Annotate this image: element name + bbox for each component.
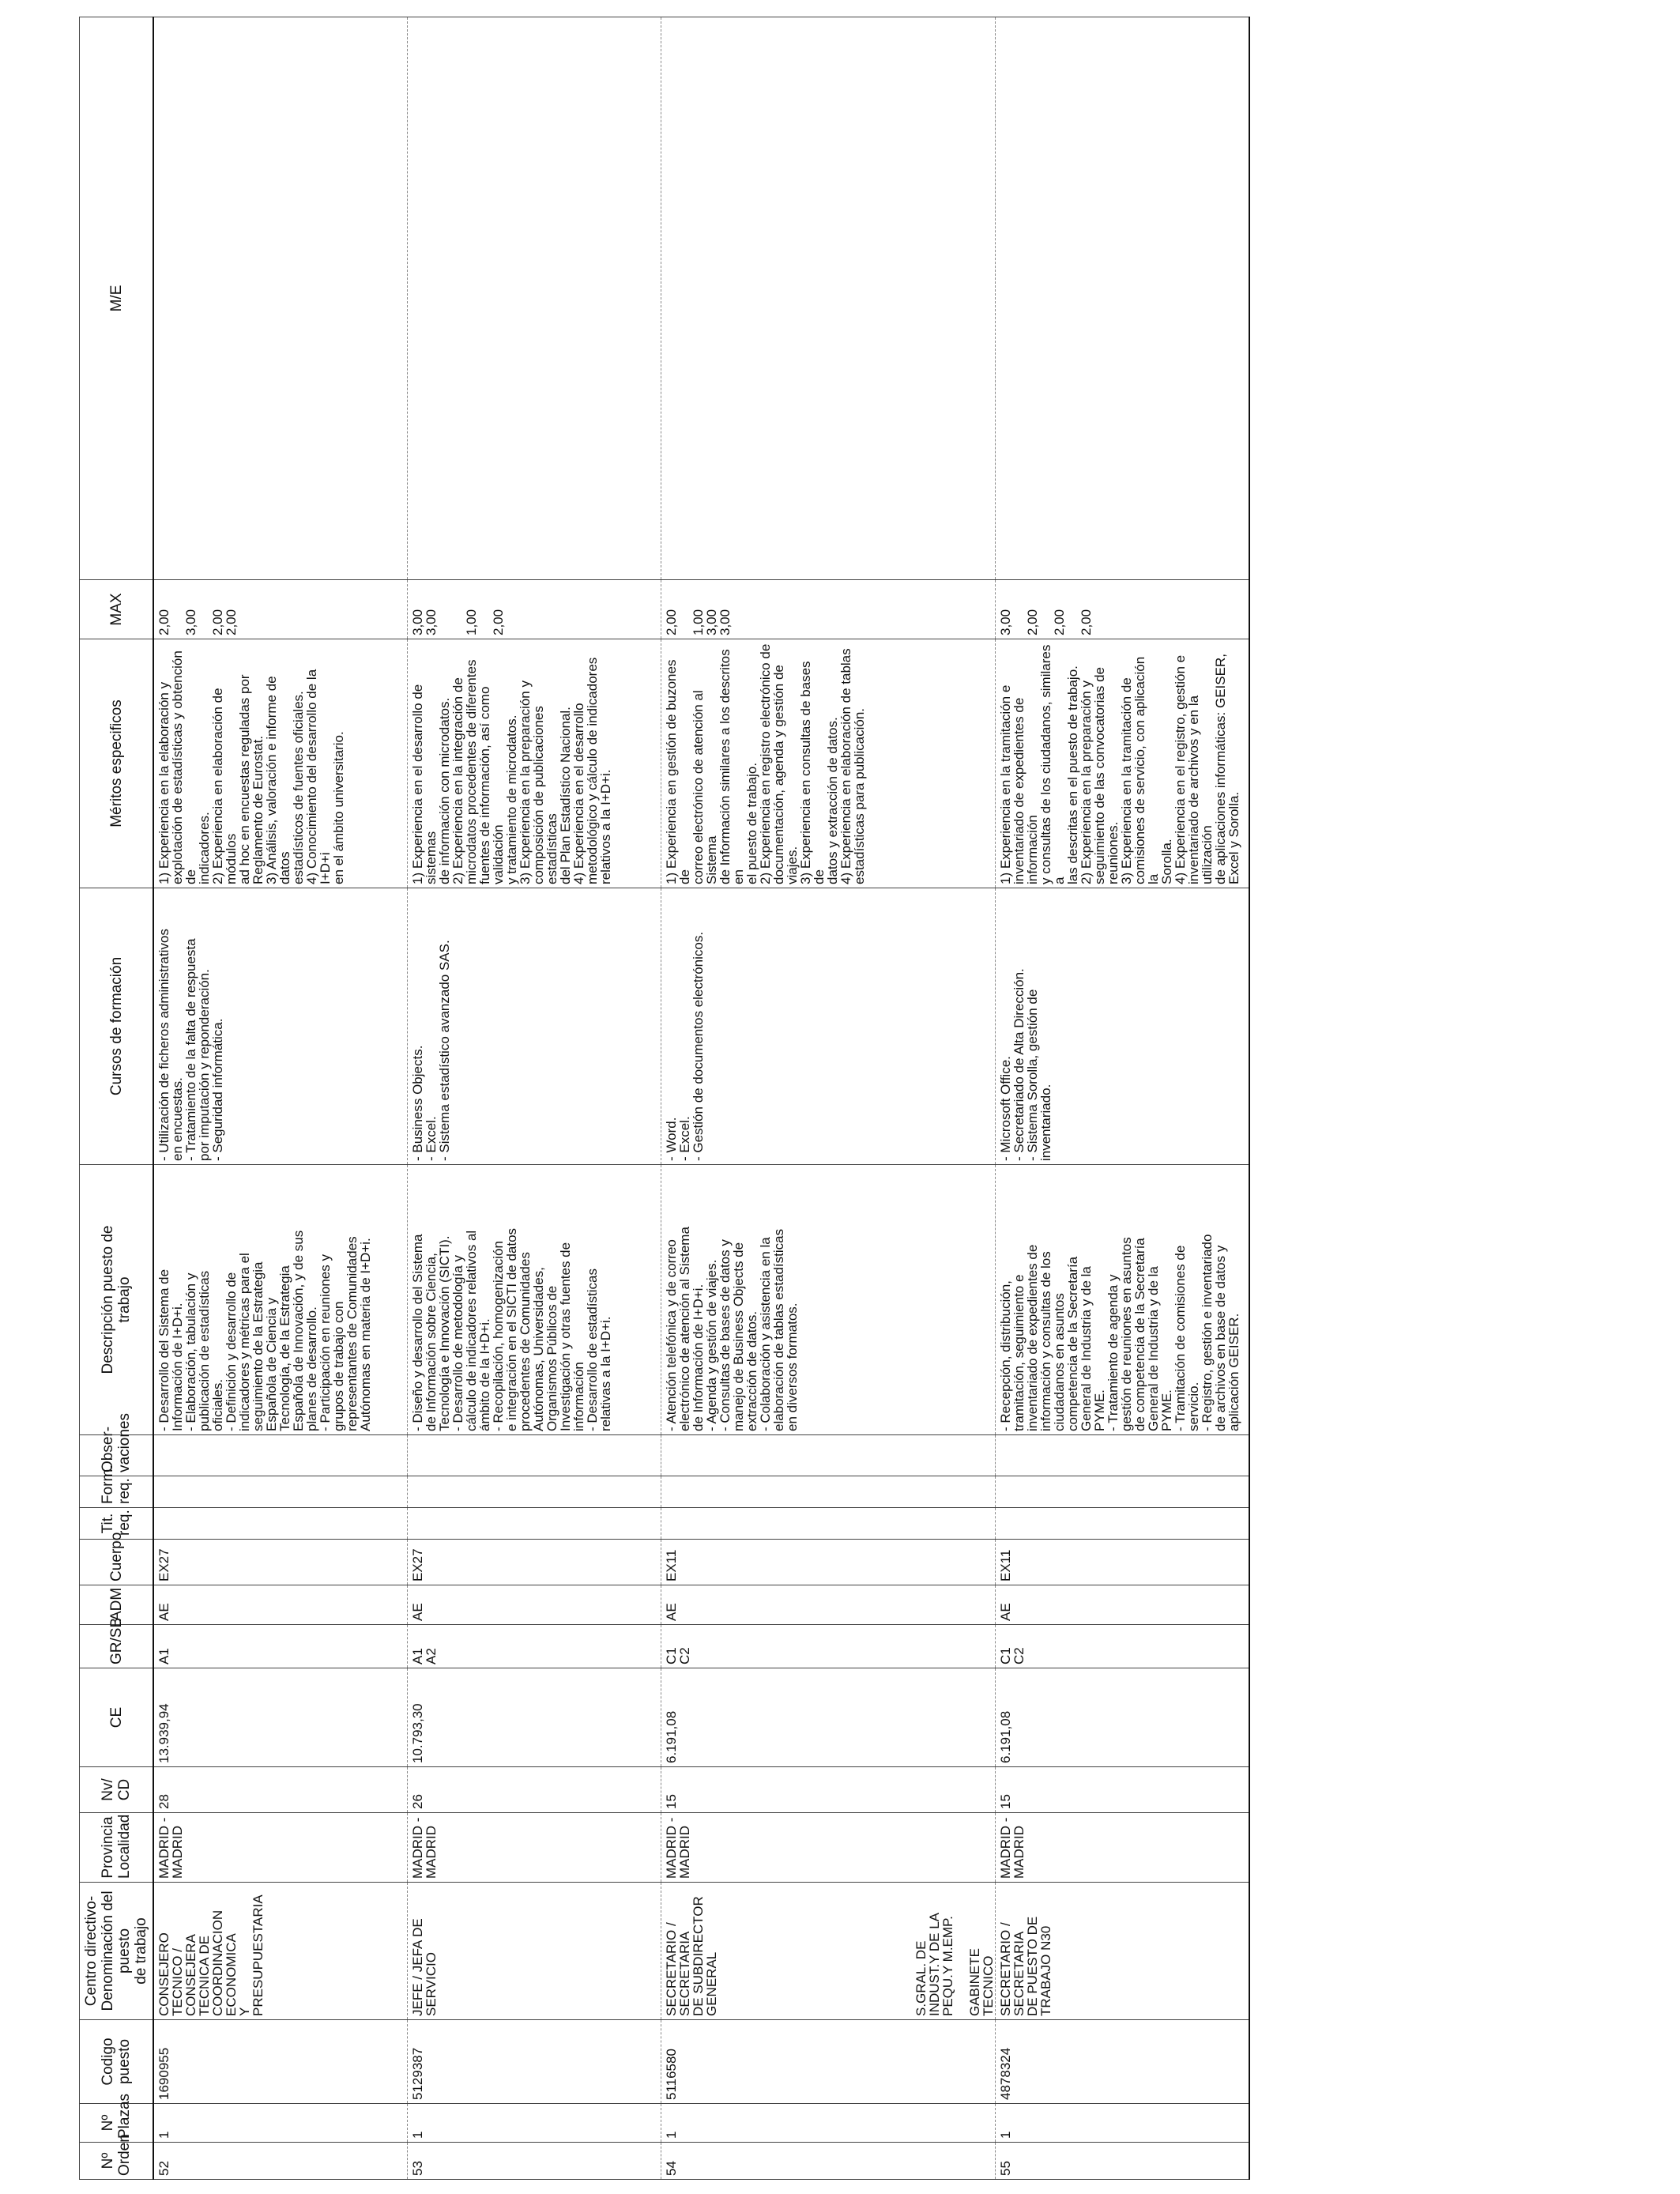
cell-observaciones <box>408 1435 661 1476</box>
cell-plazas: 1 <box>408 2104 661 2143</box>
cell-codigo: 1690955 <box>153 2020 408 2104</box>
cell-meritos: 1) Experiencia en la tramitación e inventariado de expedientes de información y consultas de los ciudadanos, similares a las descritas en el puesto de trabajo. 2) Experiencia en la preparación y seguimiento de las convocatorias de reuniones. 3) Experiencia en la tramitación de comisiones de servicio, con aplicación la Sorolla. 4) Experiencia en el registro, gestión e inventariado de archivos y en la utilización de aplicaciones informáticas: GEISER, Excel y Sorolla. <box>996 639 1250 888</box>
cell-descripcion: - Atención telefónica y de correo electrónico de atención al Sistema de Información de I+D+i. - Agenda y gestión de viajes. - Consultas de bases de datos y manejo de Business Objects de extracción de datos. - Colaboración y asistencia en la elaboración de tablas estadísticas en diversos formatos. <box>661 1165 996 1435</box>
cell-grupo: C1 C2 <box>661 1625 996 1668</box>
cell-meritos: 1) Experiencia en el desarrollo de sistemas de información con microdatos. 2) Experiencia en la integración de microdatos procedentes de diferentes fuentes de información, así como validación y tratamiento de microdatos. 3) Experiencia en la preparación y composición de publicaciones estadísticas del Plan Estadístico Nacional. 4) Experiencia en el desarrollo metodológico y cálculo de indicadores relativos a la I+D+i. <box>408 639 661 888</box>
cell-nivel: 15 <box>661 1767 996 1813</box>
table-row <box>661 17 996 2180</box>
job-positions-table <box>79 17 1250 2180</box>
cell-orden: 54 <box>661 2143 996 2180</box>
cell-nivel: 15 <box>996 1767 1250 1813</box>
cell-descripcion: - Recepción, distribución, tramitación, seguimiento e inventariado de expedientes de información y consultas de los ciudadanos en asuntos competencia de la Secretaría General de Industria y de la PYME. - Tratamiento de agenda y gestión de reuniones en asuntos de competencia de la Secretaría General de Industria y de la PYME. - Tramitación de comisiones de servicio. - Registro, gestión e inventariado de archivos en base de datos y aplicación GEISER. <box>996 1165 1250 1435</box>
header-titulacion: Tit. req. <box>80 1508 154 1540</box>
table-row <box>408 17 661 2180</box>
cell-descripcion: - Desarrollo del Sistema de Información de I+D+i. - Elaboración, tabulación y publicación de estadísticas oficiales. - Definición y desarrollo de indicadores y métricas para el seguimiento de la Estrategia Española de Ciencia y Tecnología, de la Estrategia Española de Innovación, y de sus planes de desarrollo. - Participación en reuniones y grupos de trabajo con representantes de Comunidades Autónomas en materia de I+D+i. <box>153 1165 408 1435</box>
cell-nivel: 28 <box>153 1767 408 1813</box>
cell-provincia: MADRID - MADRID <box>996 1813 1250 1883</box>
cell-provincia: MADRID - MADRID <box>153 1813 408 1883</box>
cell-meritos: 1) Experiencia en gestión de buzones de correo electrónico de atención al Sistema de Información similares a los descritos en el puesto de trabajo. 2) Experiencia en registro electrónico de documentación, agenda y gestión de viajes. 3) Experiencia en consultas de bases de datos y extracción de datos. 4) Experiencia en elaboración de tablas estadísticas para publicación. <box>661 639 996 888</box>
header-observaciones: Obser- vaciones <box>80 1435 154 1476</box>
header-orden: Nº Orden <box>80 2143 154 2180</box>
cell-max: 3,00 2,00 2,00 2,00 <box>996 580 1250 639</box>
header-centro: Centro directivo- Denominación del puesto de trabajo <box>80 1883 154 2020</box>
header-meritos: Méritos especificos <box>80 639 154 888</box>
cell-observaciones <box>661 1435 996 1476</box>
cell-formacion <box>408 1476 661 1508</box>
cell-cursos: - Word. - Excel. - Gestión de documentos electrónicos. <box>661 888 996 1165</box>
position-name: JEFE / JEFA DE SERVICIO <box>410 1918 439 2016</box>
cell-formacion <box>996 1476 1250 1508</box>
cell-ce: 6.191,08 <box>996 1668 1250 1767</box>
cell-orden: 53 <box>408 2143 661 2180</box>
cell-codigo: 5116580 <box>661 2020 996 2104</box>
header-ce: CE <box>80 1668 154 1767</box>
cell-ce: 13.939,94 <box>153 1668 408 1767</box>
cell-grupo: C1 C2 <box>996 1625 1250 1668</box>
cell-me <box>661 17 996 580</box>
cell-grupo: A1 A2 <box>408 1625 661 1668</box>
cell-plazas: 1 <box>153 2104 408 2143</box>
cell-adm: AE <box>408 1585 661 1625</box>
cell-adm: AE <box>153 1585 408 1625</box>
table-row <box>996 17 1250 2180</box>
cell-me <box>153 17 408 580</box>
cell-titulacion <box>661 1508 996 1540</box>
cell-orden: 52 <box>153 2143 408 2180</box>
cell-observaciones <box>153 1435 408 1476</box>
cell-observaciones <box>996 1435 1250 1476</box>
cell-adm: AE <box>661 1585 996 1625</box>
cell-cuerpo: EX11 <box>996 1540 1250 1585</box>
cell-meritos: 1) Experiencia en la elaboración y explotación de estadísticas y obtención de indicadores. 2) Experiencia en elaboración de módulos ad hoc en encuestas reguladas por Reglamento de Eurostat. 3) Análisis, valoración e informe de datos estadísticos de fuentes oficiales. 4) Conocimiento del desarrollo de la I+D+i en el ámbito universitario. <box>153 639 408 888</box>
cell-adm: AE <box>996 1585 1250 1625</box>
header-row <box>80 17 154 2180</box>
cell-provincia: MADRID - MADRID <box>408 1813 661 1883</box>
header-codigo: Codigo puesto <box>80 2020 154 2104</box>
cell-nivel: 26 <box>408 1767 661 1813</box>
cell-cursos: - Microsoft Office. - Secretariado de Alta Dirección. - Sistema Sorolla, gestión de inventariado. <box>996 888 1250 1165</box>
header-provincia: Provincia Localidad <box>80 1813 154 1883</box>
position-name: SECRETARIO / SECRETARIA DE SUBDIRECTOR GENERAL <box>664 1896 719 2016</box>
header-grupo: GR/SB <box>80 1625 154 1668</box>
cell-formacion <box>153 1476 408 1508</box>
cell-plazas: 1 <box>661 2104 996 2143</box>
cell-centro <box>996 1883 1250 2020</box>
position-name: SECRETARIO / SECRETARIA DE PUESTO DE TRABAJO N30 <box>998 1916 1053 2016</box>
header-cursos: Cursos de formación <box>80 888 154 1165</box>
cell-cuerpo: EX11 <box>661 1540 996 1585</box>
cell-codigo: 4878324 <box>996 2020 1250 2104</box>
cell-cuerpo: EX27 <box>153 1540 408 1585</box>
cell-ce: 6.191,08 <box>661 1668 996 1767</box>
cell-max: 2,00 3,00 2,00 2,00 <box>153 580 408 639</box>
header-adm: ADM <box>80 1585 154 1625</box>
cell-plazas: 1 <box>996 2104 1250 2143</box>
header-me: M/E <box>80 17 154 580</box>
cell-provincia: MADRID - MADRID <box>661 1813 996 1883</box>
cell-orden: 55 <box>996 2143 1250 2180</box>
table-row <box>153 17 408 2180</box>
cell-max: 2,00 1,00 3,00 3,00 <box>661 580 996 639</box>
cell-cursos: - Business Objects. - Excel. - Sistema estadístico avanzado SAS. <box>408 888 661 1165</box>
cell-cursos: - Utilización de ficheros administrativos en encuestas. - Tratamiento de la falta de respuesta por imputación y reponderación. - Seguridad informática. <box>153 888 408 1165</box>
cell-me <box>408 17 661 580</box>
header-nivel: Nv/ CD <box>80 1767 154 1813</box>
cell-titulacion <box>153 1508 408 1540</box>
position-name: CONSEJERO TECNICO / CONSEJERA TECNICA DE COORDINACION ECONOMICA Y PRESUPUESTARIA <box>156 1894 266 2016</box>
header-cuerpo: Cuerpo <box>80 1540 154 1585</box>
header-plazas: Nº Plazas <box>80 2104 154 2143</box>
cell-titulacion <box>996 1508 1250 1540</box>
organizational-unit: S.GRAL. DE INDUST.Y DE LA PEQU.Y M.EMP. GABINETE TECNICO <box>913 1912 996 2016</box>
cell-formacion <box>661 1476 996 1508</box>
header-formacion: Form. req. <box>80 1476 154 1508</box>
cell-titulacion <box>408 1508 661 1540</box>
cell-ce: 10.793,30 <box>408 1668 661 1767</box>
cell-centro <box>408 1883 661 2020</box>
cell-cuerpo: EX27 <box>408 1540 661 1585</box>
cell-centro <box>153 1883 408 2020</box>
header-descripcion: Descripción puesto de trabajo <box>80 1165 154 1435</box>
cell-centro <box>661 1883 996 2020</box>
cell-max: 3,00 3,00 1,00 2,00 <box>408 580 661 639</box>
cell-codigo: 5129387 <box>408 2020 661 2104</box>
cell-grupo: A1 <box>153 1625 408 1668</box>
cell-me <box>996 17 1250 580</box>
header-max: MAX <box>80 580 154 639</box>
cell-descripcion: - Diseño y desarrollo del Sistema de Información sobre Ciencia, Tecnología e Innovación (SICTI). - Desarrollo de metodología y cálculo de indicadores relativos al ámbito de la I+D+i. - Recopilación, homogenización e integración en el SICTI de datos procedentes de Comunidades Autónomas, Universidades, Organismos Públicos de Investigación y otras fuentes de información - Desarrollo de estadísticas relativas a la I+D+i. <box>408 1165 661 1435</box>
